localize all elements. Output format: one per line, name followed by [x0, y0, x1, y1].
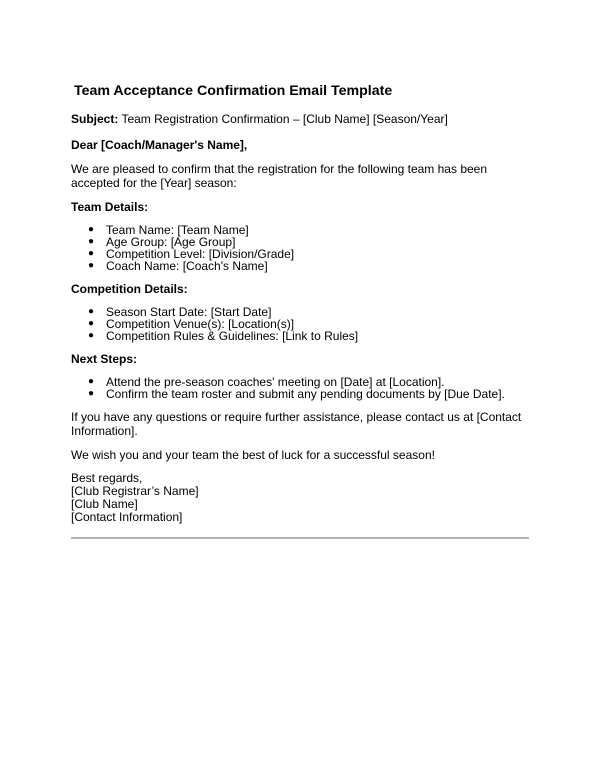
- list-item-text: Season Start Date: [Start Date]: [106, 305, 272, 319]
- subject-label: Subject:: [71, 112, 119, 126]
- next-steps-heading: Next Steps:: [71, 352, 138, 366]
- list-item-text: Coach Name: [Coach's Name]: [106, 259, 268, 273]
- intro-paragraph: We are pleased to confirm that the registration for the following team has been accepted for the [Year] season:: [71, 162, 488, 190]
- list-item: [71, 260, 529, 272]
- bullet-icon: ●: [88, 224, 95, 235]
- bullet-icon: ●: [88, 318, 95, 329]
- contact-paragraph: If you have any questions or require further assistance, please contact us at [Contact Information].: [71, 410, 522, 438]
- team-details-list: [71, 224, 529, 272]
- divider: [71, 537, 529, 539]
- bullet-icon: ●: [88, 388, 95, 399]
- list-item-text: Attend the pre-season coaches' meeting on [Date] at [Location].: [106, 375, 445, 389]
- signature-name: [Club Registrar’s Name]: [71, 484, 199, 498]
- bullet-icon: ●: [88, 248, 95, 259]
- team-details-heading: Team Details:: [71, 200, 149, 214]
- bullet-icon: ●: [88, 236, 95, 247]
- bullet-icon: ●: [88, 376, 95, 387]
- competition-details-list: [71, 306, 529, 342]
- signature-club: [Club Name]: [71, 497, 138, 511]
- signature-contact: [Contact Information]: [71, 510, 183, 524]
- list-item-text: Competition Level: [Division/Grade]: [106, 247, 295, 261]
- salutation: Dear [Coach/Manager's Name],: [71, 138, 248, 152]
- wishes-paragraph: We wish you and your team the best of luck for a successful season!: [71, 448, 435, 462]
- bullet-icon: ●: [88, 260, 95, 271]
- list-item-text: Competition Venue(s): [Location(s)]: [106, 317, 295, 331]
- list-item-text: Competition Rules & Guidelines: [Link to Rules]: [106, 329, 359, 343]
- subject-value: Team Registration Confirmation – [Club Name] [Season/Year]: [118, 112, 448, 126]
- list-item-text: Age Group: [Age Group]: [106, 235, 236, 249]
- list-item-text: Confirm the team roster and submit any pending documents by [Due Date].: [106, 387, 505, 401]
- signature-closing: Best regards,: [71, 471, 143, 485]
- document-title: Team Acceptance Confirmation Email Template: [74, 83, 393, 99]
- bullet-icon: ●: [88, 330, 95, 341]
- next-steps-list: [71, 376, 529, 400]
- bullet-icon: ●: [88, 306, 95, 317]
- subject-line: [71, 112, 529, 126]
- list-item: [71, 388, 529, 400]
- list-item: [71, 330, 529, 342]
- competition-details-heading: Competition Details:: [71, 282, 188, 296]
- list-item-text: Team Name: [Team Name]: [106, 223, 249, 237]
- signature-block: [71, 472, 529, 524]
